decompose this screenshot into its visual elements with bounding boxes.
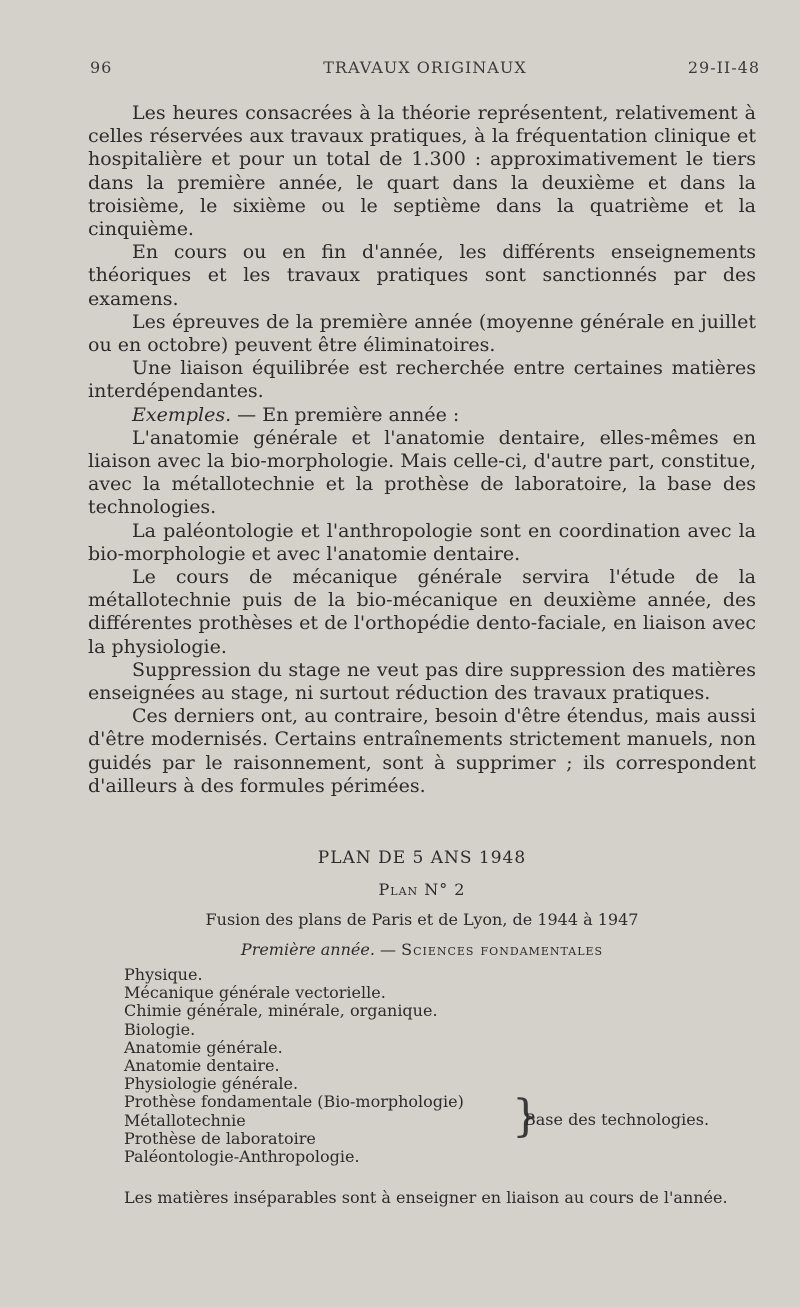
- subject-item: Anatomie générale.: [124, 1037, 283, 1057]
- journal-section-title: TRAVAUX ORIGINAUX: [323, 58, 527, 77]
- paragraph: Exemples. — En première année :: [132, 403, 460, 426]
- paragraph: La paléontologie et l'anthropologie sont en coordination avec la bio-morphologie et avec l'anatomie dentaire.: [88, 519, 756, 565]
- page-number: 96: [90, 58, 113, 77]
- year-subject: Sciences fondamentales: [401, 940, 604, 959]
- year-label: Première année.: [240, 940, 375, 959]
- examples-lead: Exemples.: [132, 403, 232, 426]
- year-dash: —: [374, 940, 402, 959]
- grouping-brace: }: [512, 1091, 540, 1143]
- subject-item: Physique.: [124, 965, 203, 984]
- plan-subtitle: Plan N° 2: [378, 880, 466, 899]
- issue-date: 29-II-48: [687, 58, 760, 77]
- subject-item: Prothèse fondamentale (Bio-morphologie): [124, 1092, 464, 1112]
- plan-title: PLAN DE 5 ANS 1948: [317, 848, 527, 868]
- group-label: Base des technologies.: [524, 1110, 710, 1130]
- subject-group: [124, 1093, 756, 1148]
- subject-item: Anatomie dentaire.: [124, 1056, 280, 1076]
- subject-item: Physiologie générale.: [124, 1074, 299, 1094]
- paragraph: Le cours de mécanique générale servira l'étude de la métallotechnie puis de la bio-mécanique en deuxième année, des différentes prothèses et de l'orthopédie dento-faciale, en liaison avec la physiologie.: [88, 566, 756, 658]
- running-header: [90, 58, 760, 82]
- subject-item: Mécanique générale vectorielle.: [124, 983, 386, 1003]
- subject-item: Prothèse de laboratoire: [124, 1128, 316, 1148]
- subject-item: Chimie générale, minérale, organique.: [124, 1001, 438, 1021]
- paragraph: Les heures consacrées à la théorie représentent, relativement à celles réservées aux travaux pratiques, à la fréquentation clinique et hospitalière et pour un total de 1.300 : approximativement le tiers dans la première année, le quart dans la deuxième et dans la troisième, le sixième ou le septième dans la quatrième et la cinquième.: [88, 102, 756, 241]
- paragraph: L'anatomie générale et l'anatomie dentaire, elles-mêmes en liaison avec la bio-morphologie. Mais celle-ci, d'autre part, constitue, avec la métallotechnie et la prothèse de laboratoire, la base des technologies.: [88, 426, 756, 519]
- paragraph: Une liaison équilibrée est recherchée entre certaines matières interdépendantes.: [88, 357, 756, 403]
- paragraph: Suppression du stage ne veut pas dire suppression des matières enseignées au stage, ni surtout réduction des travaux pratiques.: [88, 658, 756, 705]
- year-heading: [88, 940, 756, 966]
- paragraph: Les épreuves de la première année (moyenne générale en juillet ou en octobre) peuvent être éliminatoires.: [88, 310, 756, 357]
- subject-item: Biologie.: [124, 1019, 196, 1039]
- subject-list: [124, 966, 756, 1166]
- plan-fusion-line: Fusion des plans de Paris et de Lyon, de 1944 à 1947: [205, 910, 639, 929]
- subject-item: Paléontologie-Anthropologie.: [124, 1147, 360, 1167]
- paragraph: En cours ou en fin d'année, les différents enseignements théoriques et les travaux pratiques sont sanctionnés par des examens.: [88, 241, 756, 310]
- article-body: [88, 102, 756, 798]
- subject-item: Métallotechnie: [124, 1110, 246, 1130]
- plan-note: Les matières inséparables sont à enseigner en liaison au cours de l'année.: [124, 1188, 728, 1208]
- plan-section: [88, 848, 756, 1207]
- paragraph: Ces derniers ont, au contraire, besoin d'être étendus, mais aussi d'être modernisés. Certains entraînements strictement manuels, non guidés par le raisonnement, sont à supprimer ; ils correspondent d'ailleurs à des formules périmées.: [88, 705, 756, 797]
